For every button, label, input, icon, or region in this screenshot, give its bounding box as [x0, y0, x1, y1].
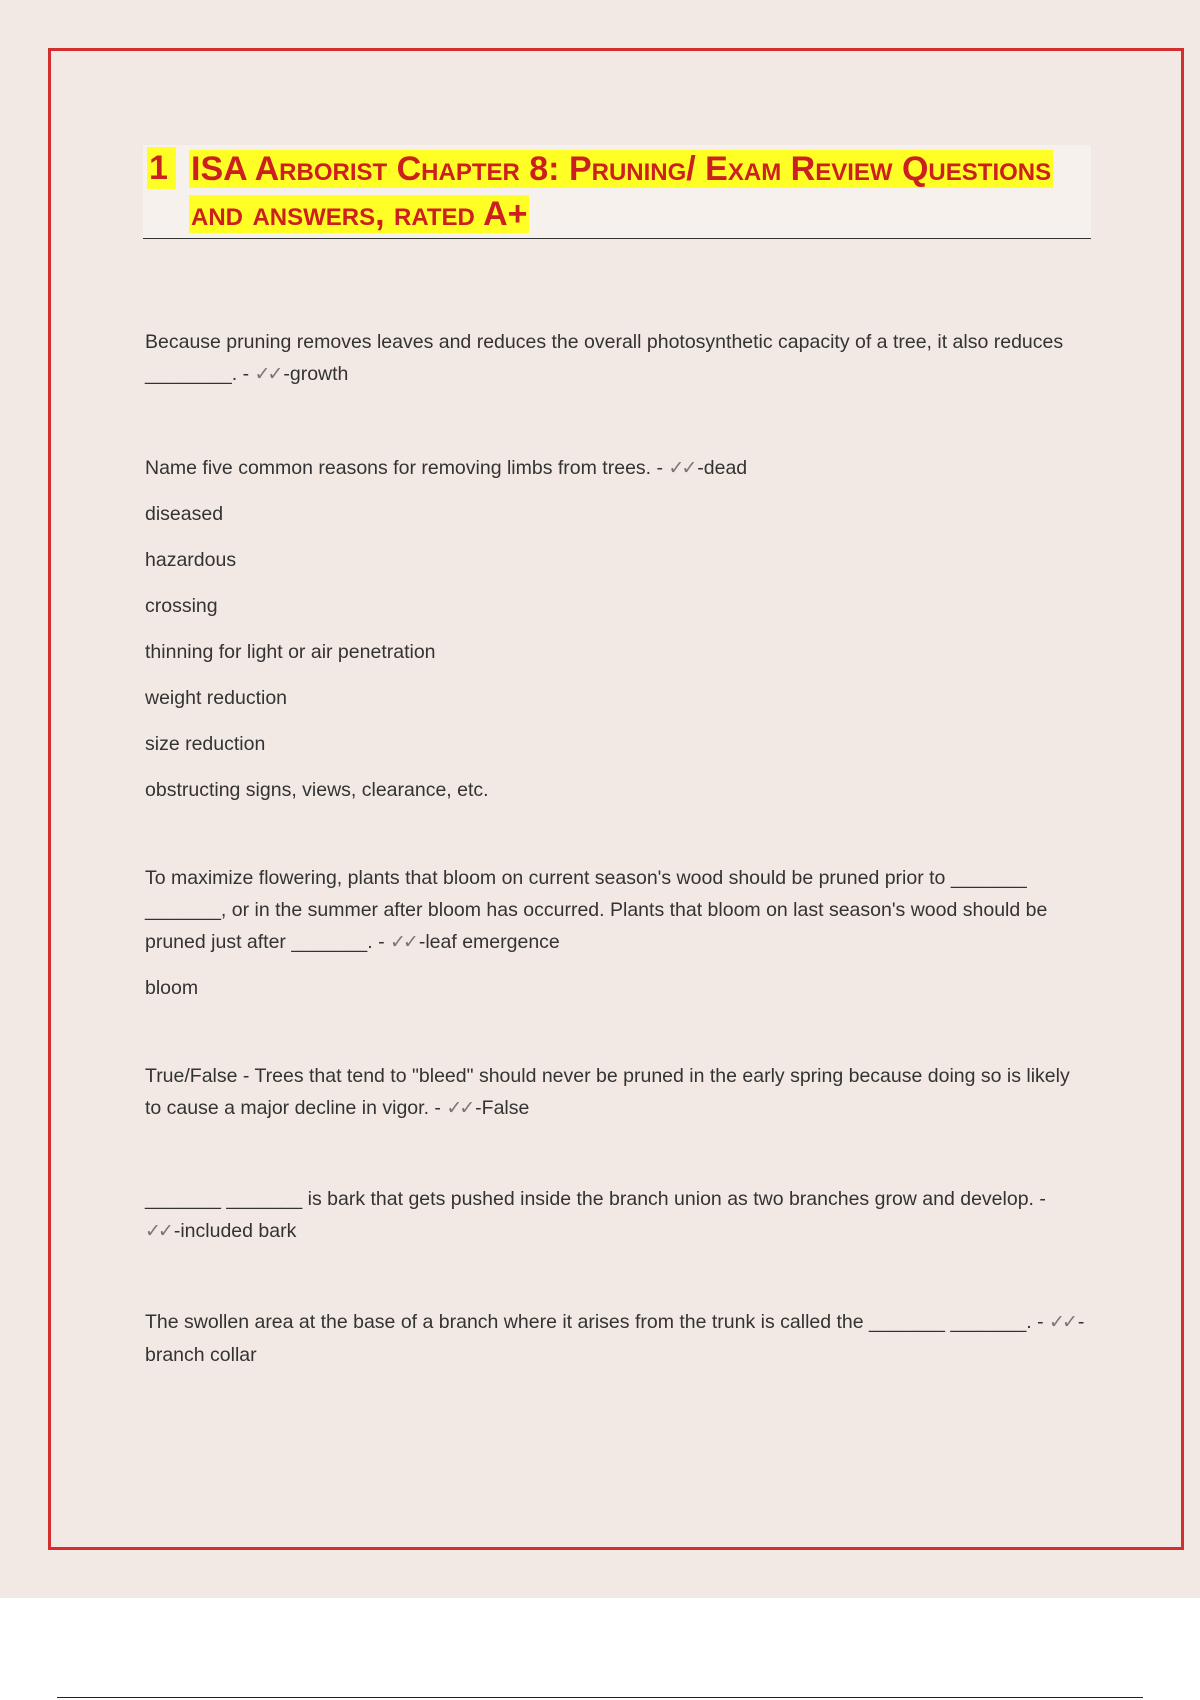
qa-item-5 [145, 1183, 1085, 1248]
answer-line: size reduction [145, 733, 266, 755]
answer-text: -included bark [173, 1220, 297, 1242]
heading-number: 1 [147, 147, 176, 189]
question-text: The swollen area at the base of a branch where it arises from the trunk is called the _______ _______. - ✓✓ -branch collar [145, 1311, 1085, 1366]
heading-title [189, 147, 1069, 237]
double-check-icon: ✓✓ [390, 932, 416, 953]
heading-title-text: ISA Arborist Chapter 8: Pruning/ Exam Review Questions and answers, rated A+ [191, 150, 1052, 233]
answer-text: -leaf emergence [418, 931, 560, 953]
question-text: To maximize flowering, plants that bloom on current season's wood should be pruned prior to _______ _______, or in the summer after bloom has occurred. Plants that bloom on last season's wood should be pruned just after _______. - ✓✓ -leaf emergence [145, 867, 1048, 953]
answer-text: -branch collar [145, 1311, 1085, 1366]
answer-line: crossing [145, 595, 218, 617]
answer-line: thinning for light or air penetration [145, 641, 436, 663]
footer-rule [57, 1697, 1143, 1698]
question-text: True/False - Trees that tend to "bleed" should never be pruned in the early spring because doing so is likely to cause a major decline in vigor. - ✓✓ -False [145, 1065, 1070, 1119]
double-check-icon: ✓✓ [446, 1098, 473, 1119]
answer-text: -False [475, 1097, 530, 1119]
question-text: Because pruning removes leaves and reduces the overall photosynthetic capacity of a tree, it also reduces ________. - ✓✓ -growth [145, 331, 1064, 385]
qa-item-4 [145, 1060, 1085, 1125]
heading-block [143, 145, 1091, 239]
answer-line: bloom [145, 977, 199, 999]
double-check-icon: ✓✓ [668, 458, 695, 479]
qa-item-2 [145, 452, 1085, 813]
question-text: Name five common reasons for removing limbs from trees. - ✓✓ -dead [145, 457, 748, 479]
answer-text: -dead [697, 457, 748, 479]
answer-line: diseased [145, 503, 224, 525]
qa-item-6 [145, 1306, 1085, 1371]
double-check-icon: ✓✓ [1049, 1312, 1075, 1333]
qa-item-3 [145, 862, 1085, 1011]
question-text: _______ _______ is bark that gets pushed inside the branch union as two branches grow and develop. - ✓✓ -included bark [145, 1188, 1046, 1242]
double-check-icon: ✓✓ [145, 1221, 171, 1242]
answer-line: hazardous [145, 549, 237, 571]
answer-line: weight reduction [145, 687, 288, 709]
answer-text: -growth [283, 363, 349, 385]
double-check-icon: ✓✓ [254, 364, 281, 385]
answer-line: obstructing signs, views, clearance, etc. [145, 779, 489, 801]
qa-item-1 [145, 326, 1085, 391]
